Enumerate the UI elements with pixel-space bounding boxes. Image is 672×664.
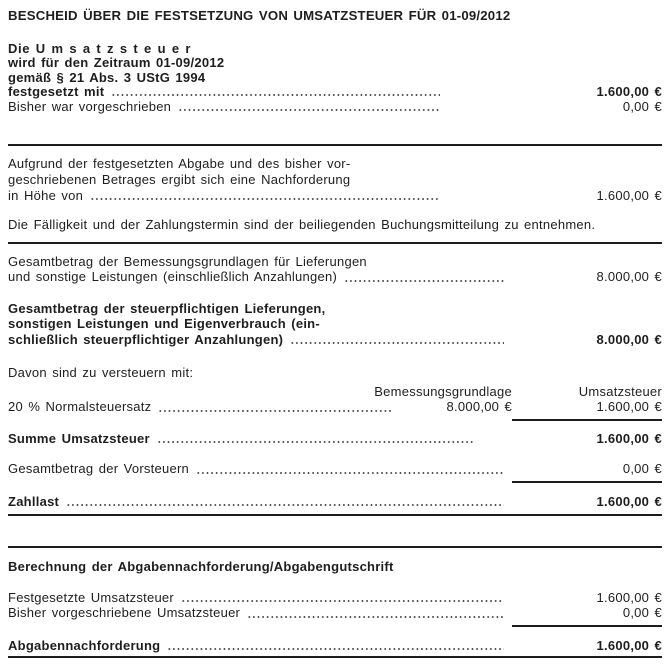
assessment-fixed-label: festgesetzt mit <box>8 84 105 100</box>
dot-leader <box>90 188 440 201</box>
assessment-period: wird für den Zeitraum 01-09/2012 <box>8 55 225 71</box>
calculation-fixed-row <box>8 590 662 606</box>
calculation-heading: Berechnung der Abgabennachforderung/Abgabengutschrift <box>8 559 394 575</box>
section-divider <box>8 242 662 244</box>
section-divider <box>8 514 662 516</box>
assessment-block <box>8 42 662 114</box>
dot-leader <box>290 332 504 345</box>
nachforderung-label: in Höhe von <box>8 187 84 203</box>
section-divider <box>8 656 662 658</box>
nachforderung-line2: geschriebenen Betrages ergibt sich eine Nachforderung <box>8 171 351 187</box>
bases-taxable-line2: sonstigen Leistungen und Eigenverbrauch (ein- <box>8 316 320 332</box>
calculation-previous-value: 0,00 € <box>622 605 662 621</box>
tax-table-col1-header: Bemessungsgrundlage <box>374 383 512 399</box>
assessment-subject: Die U m s a t z s t e u e r <box>8 41 192 56</box>
bases-taxable-block <box>8 301 662 348</box>
dot-leader <box>196 461 504 474</box>
document-title: BESCHEID ÜBER DIE FESTSETZUNG VON UMSATZSTEUER FÜR 01-09/2012 <box>8 8 511 23</box>
payable-label: Zahllast <box>8 493 60 509</box>
section-divider <box>8 144 662 146</box>
bases-total-label: und sonstige Leistungen (einschließlich Anzahlungen) <box>8 269 338 285</box>
sum-rule <box>512 481 662 483</box>
result-label: Abgabennachforderung <box>8 637 161 653</box>
assessment-legal-basis: gemäß § 21 Abs. 3 UStG 1994 <box>8 69 206 85</box>
sum-rule <box>512 419 662 421</box>
bases-total-row <box>8 269 662 285</box>
bases-taxable-line1: Gesamtbetrag der steuerpflichtigen Lieferungen, <box>8 300 326 316</box>
dot-leader <box>178 100 440 111</box>
calculation-fixed-label: Festgesetzte Umsatzsteuer <box>8 589 174 605</box>
tax-rate-base-value: 8.000,00 € <box>446 399 512 415</box>
due-date-note: Die Fälligkeit und der Zahlungstermin sind der beiliegenden Buchungsmitteilung zu entnehmen. <box>8 217 596 233</box>
tax-rate-tax-value: 1.600,00 € <box>596 399 662 415</box>
calculation-previous-label: Bisher vorgeschriebene Umsatzsteuer <box>8 605 241 621</box>
bases-total-block <box>8 254 662 285</box>
dot-leader <box>181 590 504 603</box>
dot-leader <box>158 399 392 412</box>
dot-leader <box>247 605 504 618</box>
calculation-previous-row <box>8 605 662 621</box>
sum-tax-row <box>8 431 662 447</box>
payable-value: 1.600,00 € <box>596 493 662 509</box>
input-tax-label: Gesamtbetrag der Vorsteuern <box>8 461 190 477</box>
calculation-fixed-value: 1.600,00 € <box>596 589 662 605</box>
nachforderung-value: 1.600,00 € <box>596 187 662 203</box>
spacer <box>8 384 272 400</box>
input-tax-value: 0,00 € <box>622 461 662 477</box>
input-tax-row <box>8 461 662 477</box>
tax-table-intro: Davon sind zu versteuern mit: <box>8 365 194 381</box>
dot-leader <box>66 494 504 507</box>
nachforderung-line1: Aufgrund der festgesetzten Abgabe und des bisher vor- <box>8 156 351 172</box>
nachforderung-row <box>8 188 662 204</box>
bases-taxable-label: schließlich steuerpflichtiger Anzahlungen) <box>8 331 284 347</box>
bases-taxable-row <box>8 332 662 348</box>
tax-table-col2-header: Umsatzsteuer <box>578 383 662 399</box>
assessment-fixed-value: 1.600,00 € <box>596 84 662 100</box>
bases-taxable-value: 8.000,00 € <box>596 331 662 347</box>
sum-rule <box>512 625 662 627</box>
result-value: 1.600,00 € <box>596 637 662 653</box>
dot-leader <box>111 85 440 96</box>
sum-tax-label: Summe Umsatzsteuer <box>8 430 150 446</box>
dot-leader <box>157 431 474 444</box>
section-divider <box>8 546 662 548</box>
dot-leader <box>167 638 504 651</box>
assessment-previous-label: Bisher war vorgeschrieben <box>8 98 172 114</box>
bases-total-line1: Gesamtbetrag der Bemessungsgrundlagen für Lieferungen <box>8 253 367 269</box>
bases-total-value: 8.000,00 € <box>596 269 662 285</box>
payable-row <box>8 494 662 510</box>
result-row <box>8 638 662 654</box>
dot-leader <box>344 269 504 282</box>
calculation-block <box>8 590 662 621</box>
tax-table-header-row <box>8 384 662 400</box>
assessment-previous-value: 0,00 € <box>622 98 662 114</box>
tax-rate-label: 20 % Normalsteuersatz <box>8 399 152 415</box>
nachforderung-block <box>8 156 662 203</box>
tax-rate-row <box>8 399 662 415</box>
assessment-fixed-row <box>8 85 662 99</box>
sum-tax-value: 1.600,00 € <box>596 430 662 446</box>
assessment-previous-row <box>8 100 662 114</box>
